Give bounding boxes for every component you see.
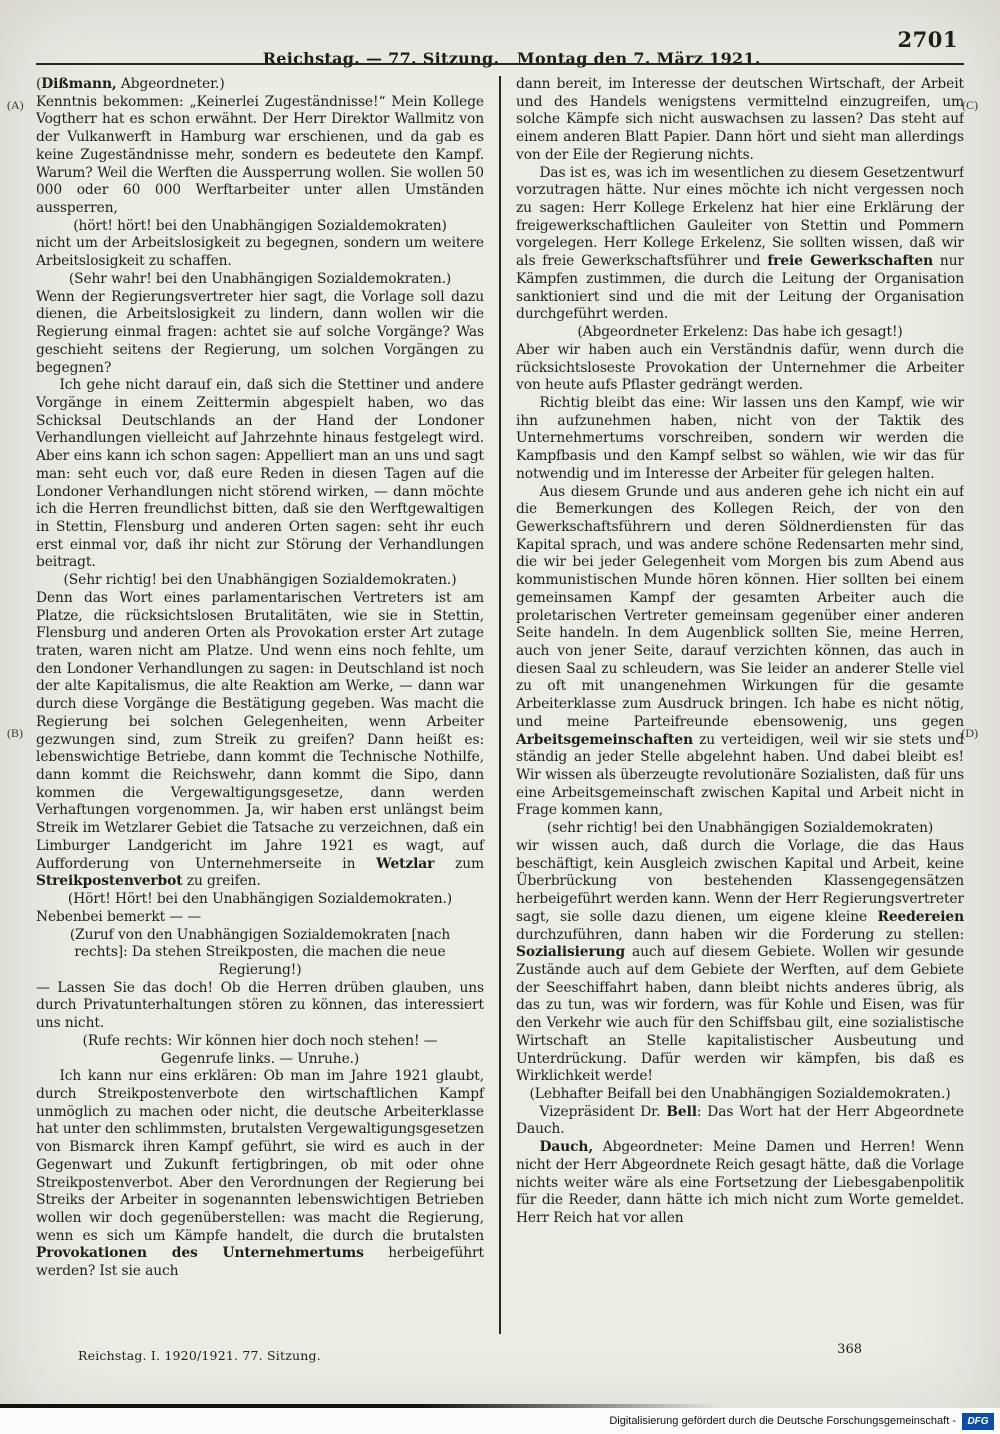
emphasis-text: Dißmann,	[41, 76, 117, 92]
emphasis-text: Streikpostenverbot	[36, 873, 183, 890]
emphasis-text: Provokationen des Unternehmertums	[36, 1245, 364, 1262]
digitization-note: Digitalisierung gefördert durch die Deutsche Forschungsgemeinschaft -	[609, 1415, 956, 1427]
paragraph: Das ist es, was ich im wesentlichen zu diesem Gesetzentwurf vorzutragen hätte. Nur eines möchte ich nicht vergessen noch zu sagen: Herr Kollege Erkelenz hat hier eine Erklärung der freigewerkschaftlichen Gauleiter von Stettin und Pommern vorgelegen. Herr Kollege Erkelenz, Sie sollten wissen, daß wir als freie Gewerkschaftsführer und freie Gewerkschaften nur Kämpfen zustimmen, die durch die Leitung der Organisation sanktioniert sind und die mit der Leitung der Organisation durchgeführt werden.	[516, 164, 964, 323]
paragraph: Richtig bleibt das eine: Wir lassen uns den Kampf, wie wir ihn aufzunehmen haben, nicht von der Taktik des Unternehmertums vorschreiben, sondern wir werden die Kampfbasis und den Kampf selbst so wählen, wie wir das für notwendig und im Interesse der Arbeiter für gelegen halten.	[516, 394, 964, 482]
page-number: 2701	[897, 27, 958, 52]
emphasis-text: Reedereien	[877, 908, 964, 925]
paragraph: Nebenbei bemerkt — —	[36, 908, 202, 925]
page-header	[36, 27, 964, 68]
paragraph: nicht um der Arbeitslosigkeit zu begegnen, sondern um weitere Arbeitslosigkeit zu schaffen.	[36, 235, 484, 270]
paragraph: Aber wir haben auch ein Verständnis dafür, wenn durch die rücksichtsloseste Provokation der Unternehmer die Arbeiter von heute aufs Pflaster gedrängt werden.	[516, 341, 964, 394]
paragraph: Dauch, Abgeordneter: Meine Damen und Herren! Wenn nicht der Herr Abgeordnete Reich gesagt hätte, daß die Vorlage nichts weiter wäre als eine Fortsetzung der Liebesgabenpolitik für die Reeder, dann hätte ich mich nicht zum Worte gemeldet. Herr Reich hat vor allen	[516, 1139, 964, 1226]
interjection: (Sehr richtig! bei den Unabhängigen Sozialdemokraten.)	[63, 572, 457, 589]
emphasis-text: freie Gewerkschaften	[767, 253, 934, 270]
interjection: (Lebhafter Beifall bei den Unabhängigen Sozialdemokraten.)	[529, 1085, 951, 1102]
left-column	[36, 76, 484, 1334]
emphasis-text: Sozialisierung	[516, 944, 626, 961]
interjection: (sehr richtig! bei den Unabhängigen Sozialdemokraten)	[546, 820, 934, 837]
header-title: Reichstag. — 77. Sitzung. Montag den 7. März 1921.	[262, 49, 761, 68]
interjection: (Sehr wahr! bei den Unabhängigen Sozialdemokraten.)	[68, 270, 452, 287]
emphasis-text: Dauch,	[539, 1139, 594, 1156]
text-block	[36, 76, 964, 1334]
paragraph: Wenn der Regierungsvertreter hier sagt, die Vorlage soll dazu dienen, die Arbeitslosigkeit zu lindern, dann wollen wir die Regierung einmal fragen: achtet sie auf solche Vorgänge? Was geschieht seitens der Regierung, um solchen Vorgängen zu begegnen?	[36, 288, 484, 376]
emphasis-text: Bell	[666, 1103, 697, 1120]
right-column	[516, 76, 964, 1334]
paragraph: Ich gehe nicht darauf ein, daß sich die Stettiner und andere Vorgänge in einem Zeittermin abgespielt haben, wo das Schicksal Deutschlands an der Hand der Londoner Verhandlungen vielleicht auf Jahrzehnte hinaus festgelegt wird. Aber eins kann ich schon sagen: Appelliert man an uns und sagt man: seht euch vor, daß eure Reden in diesen Tagen auf die Londoner Verhandlungen nicht störend wirken, — dann möchte ich die Herren freundlichst bitten, daß sie den Werftgewaltigen in Stettin, Flensburg und anderen Orten sagen: seht ihr euch erst einmal vor, daß ihr nicht zur Störung der Verhandlungen beitragt.	[36, 377, 484, 571]
column-divider	[484, 76, 516, 1334]
margin-mark-d: (D)	[961, 726, 978, 740]
paragraph: Ich kann nur eins erklären: Ob man im Jahre 1921 glaubt, durch Streikpostenverbote den wirtschaftlichen Kampf unmöglich zu machen oder nicht, die deutsche Arbeiterklasse hat unter den schlimmsten, brutalsten Vergewaltigungsgesetzen von Bismarck ihren Kampf geführt, sie wird es auch in der Gegenwart und Zukunft fertigbringen, ob mit oder ohne Streikpostenverbot. Aber den Verordnungen der Regierung bei Streiks der Arbeiter in sogenannten lebenswichtigen Betrieben wollen wir doch gegenüberstellen: was macht die Regierung, wenn es sich um Kämpfe handelt, die durch die brutalsten Provokationen des Unternehmertums herbeigeführt werden? Ist sie auch	[36, 1068, 484, 1280]
footer-imprint: Reichstag. I. 1920/1921. 77. Sitzung.	[78, 1348, 321, 1363]
margin-mark-a: (A)	[7, 98, 24, 112]
paragraph: Denn das Wort eines parlamentarischen Vertreters ist am Platze, die rücksichtslosen Brutalitäten, wie sie in Stettin, Flensburg und anderen Orten als Provokation erster Art zutage traten, waren nicht am Platze. Und wenn eins noch fehlte, um den Londoner Verhandlungen zu sagen: in Deutschland ist noch der alte Kapitalismus, die alte Reaktion am Werke, — dann war durch diese Vorgänge die Bestätigung gegeben. Was macht die Regierung bei solchen Gelegenheiten, wenn Arbeiter gezwungen sind, zum Streik zu greifen? Dann heißt es: lebenswichtige Betriebe, dann kommt die Technische Nothilfe, dann kommt die Reichswehr, dann kommt die Sipo, dann kommen die Vergewaltigungsgesetze, dann werden Verhaftungen vorgenommen. Ja, wir haben erst unlängst beim Streik im Wetzlarer Gebiet die Tatsache zu verzeichnen, daß ein Limburger Landgericht im Jahre 1921 es wagt, auf Aufforderung von Unternehmerseite in Wetzlar zum Streikpostenverbot zu greifen.	[36, 589, 484, 890]
emphasis-text: Arbeitsgemeinschaften	[516, 731, 694, 748]
margin-mark-b: (B)	[7, 726, 23, 740]
paragraph: Kenntnis bekommen: „Keinerlei Zugeständnisse!“ Mein Kollege Vogtherr hat es schon erwähnt. Der Herr Direktor Wallmitz von der Vulkanwerft in Hamburg war erschienen, und da gab es keine Zugeständnisse mehr, sondern es bedeutete den Kampf. Warum? Weil die Werften die Aussperrung wollen. Sie wollen 50 000 oder 60 000 Werftarbeiter unter allen Umständen aussperren,	[36, 93, 484, 217]
margin-mark-c: (C)	[962, 98, 978, 112]
paragraph: Aus diesem Grunde und aus anderen gehe ich nicht ein auf die Bemerkungen des Kollegen Reich, der von den Gewerkschaftsführern und deren Söldnerdiensten für das Kapital sprach, und was andere schöne Redensarten mehr sind, die wir bei jeder Gelegenheit vom Morgen bis zum Abend aus kommunistischen Munde hören können. Hier sollten bei einem gemeinsamen Kampf der gesamten Arbeiter auch die proletarischen Vertreter gemeinsam gegenüber einer anderen Seite handeln. In dem Augenblick sollten Sie, meine Herren, auch von jener Seite, darauf verzichten können, das auch in diesen Saal zu schleudern, was Sie leider an anderer Stelle viel zu oft mit unangenehmen Wirkungen für die gesamte Arbeiterklasse zum Ausdruck bringen. Ich habe es nicht nötig, und meine Parteifreunde ebensowenig, uns gegen Arbeitsgemeinschaften zu verteidigen, weil wir sie stets und ständig an jeder Stelle abgelehnt haben. Und dabei bleibt es! Wir wissen als überzeugte revolutionäre Sozialisten, daß für uns eine Arbeitsgemeinschaft zwischen Kapital und Arbeit nicht in Frage kommen kann,	[516, 483, 964, 819]
sheet-number: 368	[837, 1342, 862, 1357]
paragraph: Vizepräsident Dr. Bell: Das Wort hat der Herr Abgeordnete Dauch.	[516, 1103, 964, 1138]
interjection: (Abgeordneter Erkelenz: Das habe ich gesagt!)	[577, 324, 903, 341]
paragraph: wir wissen auch, daß durch die Vorlage, die das Haus beschäftigt, kein Ausgleich zwischen Kapital und Arbeit, keine Überbrückung von bestehenden Klassengegensätzen herbeigeführt werden kann. Wenn der Herr Regierungsvertreter sagt, sie solle dazu dienen, um eigene kleine Reedereien durchzuführen, dann haben wir die Forderung zu stellen: Sozialisierung auch auf diesem Gebiete. Wollen wir gesunde Zustände auch auf dem Gebiete der Werften, auf dem Gebiete der Seeschiffahrt haben, dann bleibt nichts anderes übrig, als das zu tun, was wir fordern, was für Kohle und Eisen, was für den Verkehr wie auch für den Schiffsbau gilt, eine sozialistische Wirtschaft an Stelle kapitalistischer Ausbeutung und Unterdrückung. Dafür werden wir kämpfen, bis daß es Wirklichkeit werde!	[516, 837, 964, 1085]
paragraph: — Lassen Sie das doch! Ob die Herren drüben glauben, uns durch Privatunterhaltungen stören zu können, das interessiert uns nicht.	[36, 979, 484, 1032]
interjection: (Rufe rechts: Wir können hier doch noch stehen! — Gegenrufe links. — Unruhe.)	[82, 1032, 438, 1067]
paragraph: (Dißmann, Abgeordneter.)	[36, 76, 225, 92]
dfg-logo: DFG	[962, 1413, 994, 1430]
interjection: (hört! hört! bei den Unabhängigen Sozialdemokraten)	[73, 217, 447, 234]
paragraph: dann bereit, im Interesse der deutschen Wirtschaft, der Arbeit und des Handels wenigstens vermittelnd einzugreifen, um solche Kämpfe sich nicht auswachsen zu lassen? Das steht auf einem anderen Blatt Papier. Dann hört und sieht man allerdings von der Eile der Regierung nichts.	[516, 76, 964, 163]
interjection: (Hört! Hört! bei den Unabhängigen Sozialdemokraten.)	[67, 891, 453, 908]
emphasis-text: Wetzlar	[376, 855, 435, 872]
header-rule	[36, 63, 964, 65]
digitization-strip	[0, 1408, 1000, 1434]
interjection: (Zuruf von den Unabhängigen Sozialdemokraten [nach rechts]: Da stehen Streikposten, die machen die neue Regierung!)	[69, 926, 451, 978]
